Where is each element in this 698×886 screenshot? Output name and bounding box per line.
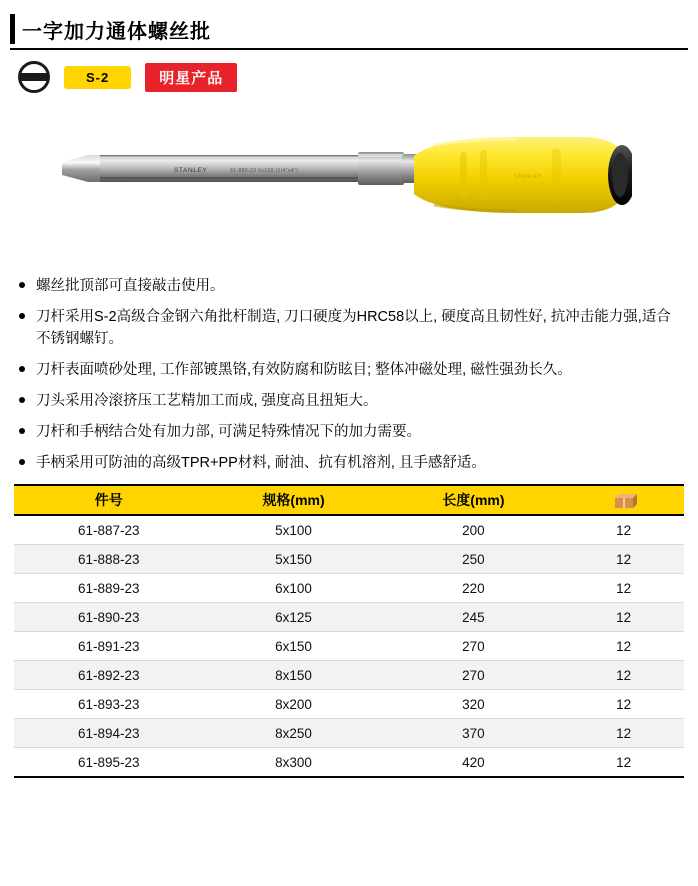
- feature-text: 手柄采用可防油的高级TPR+PP材料, 耐油、抗有机溶剂, 且手感舒适。: [36, 455, 486, 472]
- cell-length: 270: [384, 661, 564, 690]
- column-header-length: 长度(mm): [384, 485, 564, 515]
- feature-text: 刀头采用冷滚挤压工艺精加工而成, 强度高且扭矩大。: [36, 393, 378, 410]
- svg-text:STANLEY: STANLEY: [174, 167, 208, 174]
- list-item: [16, 306, 682, 350]
- cell-part-number: 61-892-23: [14, 661, 204, 690]
- cell-length: 200: [384, 515, 564, 545]
- cell-length: 370: [384, 719, 564, 748]
- cell-length: 245: [384, 603, 564, 632]
- cell-packaging: 12: [563, 748, 684, 778]
- list-item: [16, 275, 682, 297]
- cell-length: 320: [384, 690, 564, 719]
- cell-part-number: 61-888-23: [14, 545, 204, 574]
- cell-packaging: 12: [563, 515, 684, 545]
- svg-text:61-889-23 6x100 (1/4"x4"): 61-889-23 6x100 (1/4"x4"): [230, 168, 299, 174]
- table-row: [14, 719, 684, 748]
- page-title-bar: [0, 12, 698, 46]
- screwdriver-illustration: [62, 136, 632, 216]
- column-header-size: 规格(mm): [204, 485, 384, 515]
- feature-text: 螺丝批顶部可直接敲击使用。: [36, 278, 225, 294]
- cell-packaging: 12: [563, 690, 684, 719]
- bullet-dot-icon: [19, 459, 25, 465]
- table-row: [14, 603, 684, 632]
- cell-part-number: 61-894-23: [14, 719, 204, 748]
- badge-row: [18, 64, 698, 90]
- cell-size: 8x150: [204, 661, 384, 690]
- bullet-dot-icon: [19, 282, 25, 288]
- cell-size: 5x150: [204, 545, 384, 574]
- table-row: [14, 632, 684, 661]
- title-divider: [10, 48, 688, 50]
- bullet-dot-icon: [19, 397, 25, 403]
- slotted-screwdriver-icon: [18, 61, 50, 93]
- table-row: [14, 515, 684, 545]
- cell-packaging: 12: [563, 661, 684, 690]
- column-header-packaging: [563, 485, 684, 515]
- cell-size: 6x125: [204, 603, 384, 632]
- table-row: [14, 748, 684, 778]
- feature-list: [16, 275, 682, 474]
- product-image-area: [0, 104, 698, 269]
- cell-part-number: 61-887-23: [14, 515, 204, 545]
- feature-text: 刀杆采用S-2高级合金钢六角批杆制造, 刀口硬度为HRC58以上, 硬度高且韧性好, 抗冲击能力强,适合不锈钢螺钉。: [36, 309, 671, 348]
- cell-size: 8x300: [204, 748, 384, 778]
- list-item: [16, 421, 682, 443]
- cell-packaging: 12: [563, 574, 684, 603]
- column-header-part-number: 件号: [14, 485, 204, 515]
- bullet-dot-icon: [19, 428, 25, 434]
- table-row: [14, 690, 684, 719]
- product-spec-page: [0, 12, 698, 886]
- cell-size: 6x100: [204, 574, 384, 603]
- cell-part-number: 61-889-23: [14, 574, 204, 603]
- svg-text:STANLEY: STANLEY: [514, 174, 542, 180]
- cell-packaging: 12: [563, 545, 684, 574]
- cell-part-number: 61-893-23: [14, 690, 204, 719]
- table-header-row: [14, 485, 684, 515]
- cell-part-number: 61-895-23: [14, 748, 204, 778]
- table-row: [14, 661, 684, 690]
- feature-text: 刀杆表面喷砂处理, 工作部镀黑铬,有效防腐和防眩目; 整体冲磁处理, 磁性强劲长久。: [36, 362, 572, 379]
- page-title: 一字加力通体螺丝批: [22, 20, 211, 43]
- cell-packaging: 12: [563, 719, 684, 748]
- cell-packaging: 12: [563, 632, 684, 661]
- list-item: [16, 359, 682, 381]
- cell-length: 250: [384, 545, 564, 574]
- cell-size: 6x150: [204, 632, 384, 661]
- cell-part-number: 61-890-23: [14, 603, 204, 632]
- bullet-dot-icon: [19, 313, 25, 319]
- cell-length: 270: [384, 632, 564, 661]
- material-badge: S-2: [64, 66, 131, 89]
- star-product-badge: 明星产品: [145, 63, 237, 92]
- cell-size: 8x250: [204, 719, 384, 748]
- carton-box-icon: [611, 494, 637, 508]
- table-header: [14, 485, 684, 515]
- table-body: [14, 515, 684, 777]
- cell-length: 420: [384, 748, 564, 778]
- cell-size: 8x200: [204, 690, 384, 719]
- table-row: [14, 545, 684, 574]
- list-item: [16, 452, 682, 474]
- cell-part-number: 61-891-23: [14, 632, 204, 661]
- feature-text: 刀杆和手柄结合处有加力部, 可满足特殊情况下的加力需要。: [36, 424, 422, 441]
- list-item: [16, 390, 682, 412]
- cell-packaging: 12: [563, 603, 684, 632]
- cell-size: 5x100: [204, 515, 384, 545]
- bullet-dot-icon: [19, 366, 25, 372]
- specification-table: [14, 484, 684, 778]
- cell-length: 220: [384, 574, 564, 603]
- table-row: [14, 574, 684, 603]
